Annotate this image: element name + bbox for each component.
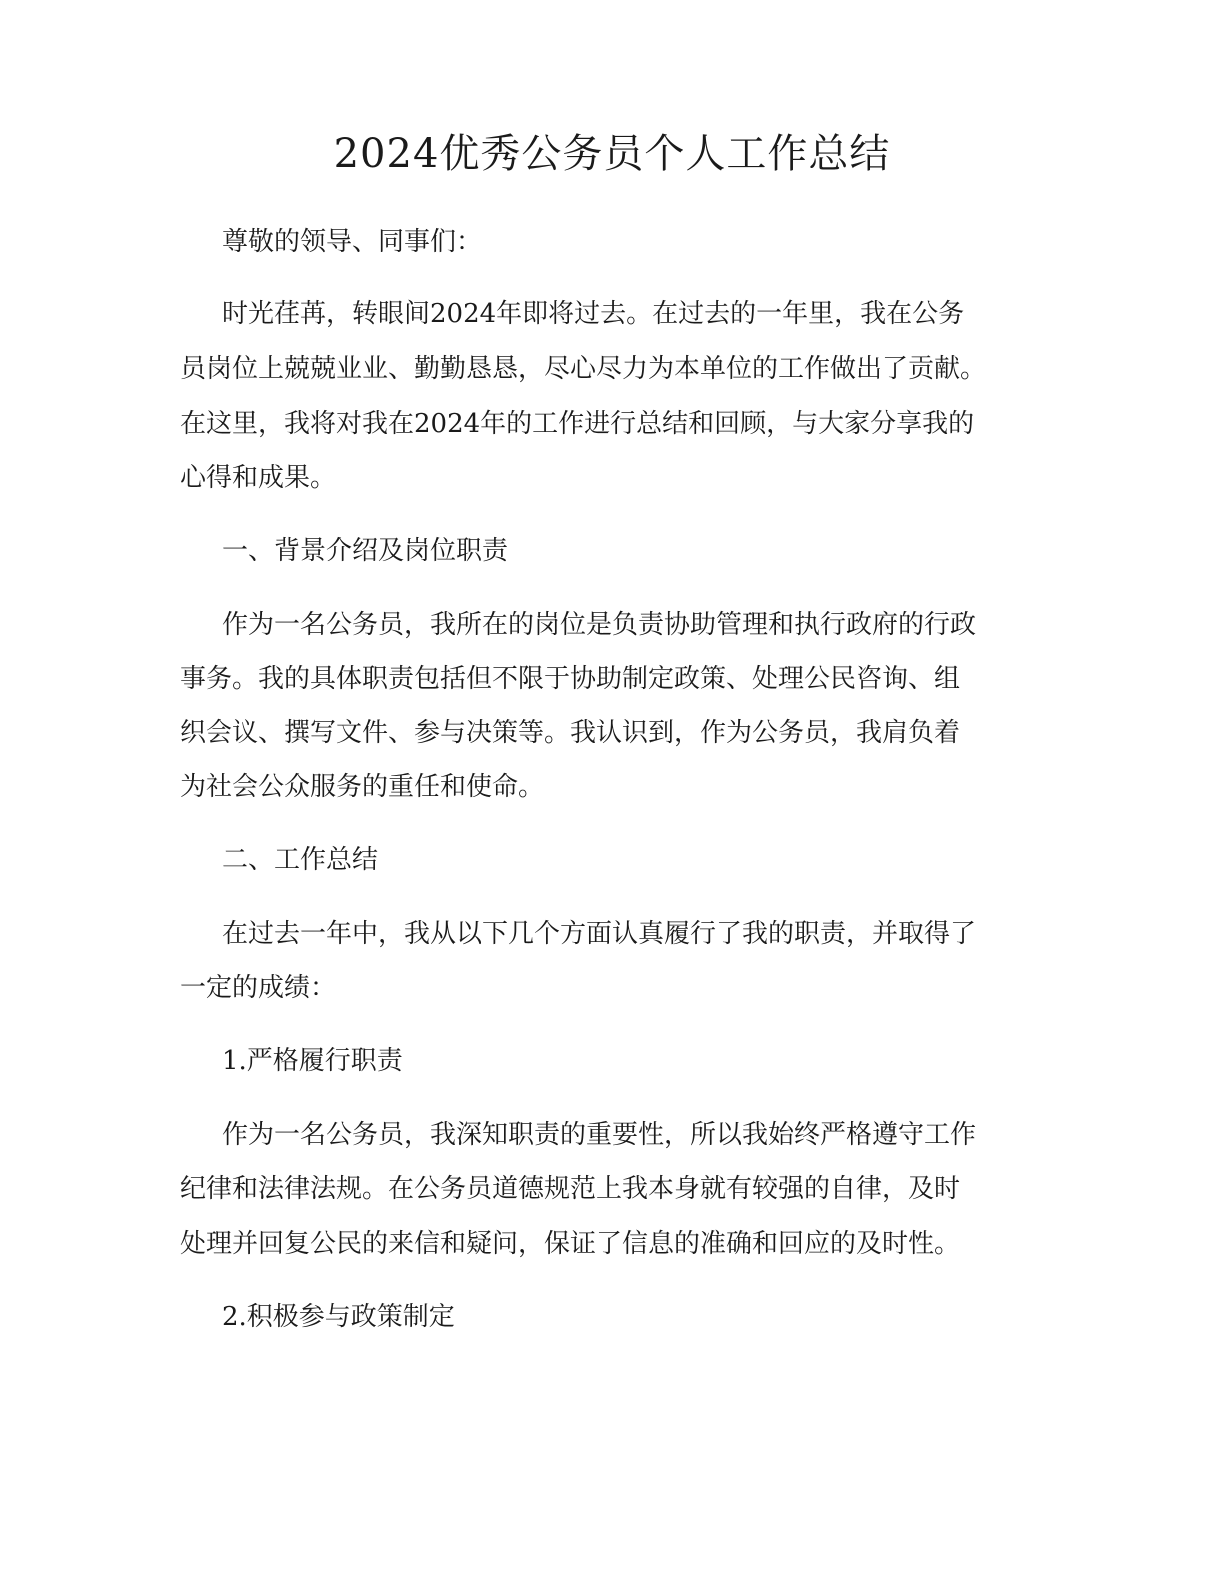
item1-line-1: 作为一名公务员，我深知职责的重要性，所以我始终严格遵守工作 bbox=[222, 1120, 977, 1150]
item-heading-duties: 1.严格履行职责 bbox=[222, 1046, 403, 1076]
item-heading-policy: 2.积极参与政策制定 bbox=[222, 1302, 455, 1332]
section1-line-1: 作为一名公务员，我所在的岗位是负责协助管理和执行政府的行政 bbox=[222, 610, 977, 640]
intro-line-2: 员岗位上兢兢业业、勤勤恳恳，尽心尽力为本单位的工作做出了贡献。 bbox=[180, 354, 987, 384]
section-heading-background: 一、背景介绍及岗位职责 bbox=[222, 536, 509, 566]
intro-line-4: 心得和成果。 bbox=[180, 463, 337, 493]
item1-line-3: 处理并回复公民的来信和疑问，保证了信息的准确和回应的及时性。 bbox=[180, 1229, 961, 1259]
section1-line-3: 织会议、撰写文件、参与决策等。我认识到，作为公务员，我肩负着 bbox=[180, 718, 961, 748]
section1-line-4: 为社会公众服务的重任和使命。 bbox=[180, 772, 545, 802]
intro-line-1: 时光荏苒，转眼间2024年即将过去。在过去的一年里，我在公务 bbox=[222, 299, 965, 329]
section2-line-1: 在过去一年中，我从以下几个方面认真履行了我的职责，并取得了 bbox=[222, 919, 977, 949]
section1-line-2: 事务。我的具体职责包括但不限于协助制定政策、处理公民咨询、组 bbox=[180, 664, 961, 694]
document-title: 2024优秀公务员个人工作总结 bbox=[333, 131, 891, 177]
salutation: 尊敬的领导、同事们： bbox=[222, 227, 483, 257]
item1-line-2: 纪律和法律法规。在公务员道德规范上我本身就有较强的自律，及时 bbox=[180, 1174, 961, 1204]
intro-line-3: 在这里，我将对我在2024年的工作进行总结和回顾，与大家分享我的 bbox=[180, 409, 975, 439]
section2-line-2: 一定的成绩： bbox=[180, 973, 337, 1003]
section-heading-work-summary: 二、工作总结 bbox=[222, 845, 379, 875]
